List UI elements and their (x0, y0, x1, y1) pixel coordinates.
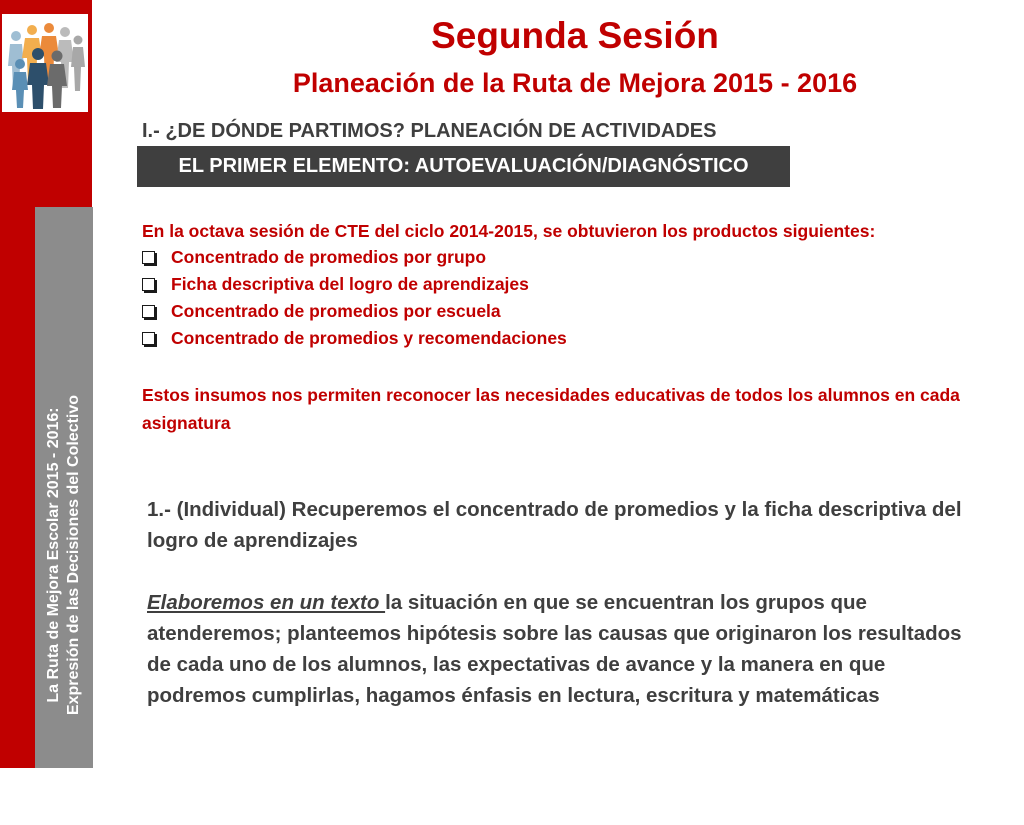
activity-instruction (147, 587, 977, 711)
list-item (142, 271, 567, 298)
list-item-label: Concentrado de promedios y recomendaciones (171, 328, 567, 348)
activity-block (147, 494, 977, 711)
list-item-label: Ficha descriptiva del logro de aprendizajes (171, 274, 529, 294)
list-item-label: Concentrado de promedios por escuela (171, 301, 501, 321)
people-group-icon (2, 14, 88, 112)
activity-rest: la situación en que se encuentran los grupos que atenderemos; planteemos hipótesis sobre las causas que originaron los resultados de cada uno de los alumnos, las expectativas de avance y la manera en que podremos cumplirlas, hagamos énfasis en lectura, escritura y matemáticas (147, 591, 962, 707)
list-item (142, 325, 567, 352)
sidebar-caption (35, 207, 93, 768)
section-banner (137, 146, 790, 187)
section-heading: I.- ¿DE DÓNDE PARTIMOS? PLANEACIÓN DE ACTIVIDADES (142, 120, 717, 142)
sidebar-caption-line1: La Ruta de Mejora Escolar 2015 - 2016: (45, 407, 62, 703)
checkbox-bullet-icon (142, 278, 155, 291)
activity-emphasis: Elaboremos en un texto (147, 591, 386, 614)
list-item (142, 298, 567, 325)
logo (2, 14, 88, 112)
checkbox-bullet-icon (142, 332, 155, 345)
products-intro: En la octava sesión de CTE del ciclo 2014-2015, se obtuvieron los productos siguientes: (142, 221, 876, 241)
products-list (142, 244, 567, 352)
sidebar-caption-line2: Expresión de las Decisiones del Colectivo (65, 394, 82, 716)
section-banner-label: EL PRIMER ELEMENTO: AUTOEVALUACIÓN/DIAGNÓSTICO (178, 155, 749, 177)
page-title: Segunda Sesión (431, 15, 719, 56)
list-item (142, 244, 567, 271)
activity-step1: 1.- (Individual) Recuperemos el concentrado de promedios y la ficha descriptiva del logro de aprendizajes (147, 498, 962, 552)
list-item-label: Concentrado de promedios por grupo (171, 247, 487, 267)
products-closing: Estos insumos nos permiten reconocer las necesidades educativas de todos los alumnos en cada asignatura (142, 385, 960, 433)
checkbox-bullet-icon (142, 305, 155, 318)
page-subtitle: Planeación de la Ruta de Mejora 2015 - 2016 (292, 68, 858, 98)
checkbox-bullet-icon (142, 251, 155, 264)
